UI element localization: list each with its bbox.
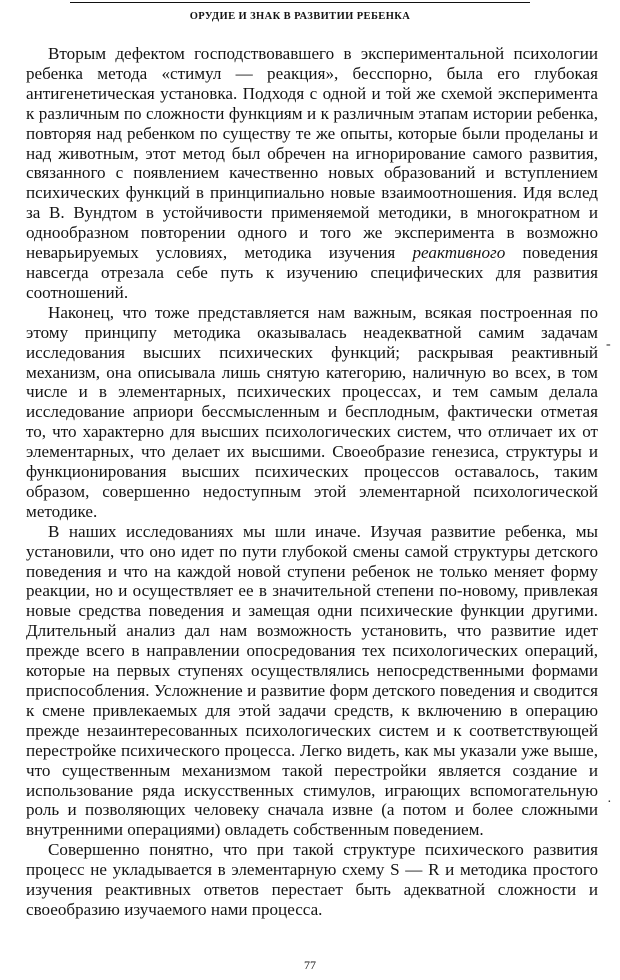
header-rule: [70, 2, 530, 3]
paragraph-1: [26, 44, 598, 303]
running-head: ОРУДИЕ И ЗНАК В РАЗВИТИИ РЕБЕНКА: [189, 11, 411, 22]
margin-mark: ·: [607, 795, 612, 810]
paragraph-1-text-start: Вторым дефектом господствовавшего в экспериментальной психологии ребенка метода «стимул — реакция», бесспорно, была его глубокая антигенетическая установка. Подходя с одной и той же схемой эксперимента к различным по сложности функциям и к различным этапам истории ребенка, повторяя над ребенком по существу те же опыты, которые были проделаны и над животным, этот метод был обречен на игнорирование самого развития, связанного с появлением качественно новых образований и вступлением психических функций в принципиально новые взаимоотношения. Идя вслед за В. Вундтом в устойчивости применяемой методики, в многократном и однообразном повторении одного и того же эксперимента в возможно неварьируемых условиях, методика изучения: [26, 44, 598, 263]
margin-mark: -: [606, 337, 611, 352]
paragraph-1-text-end: поведения навсегда отрезала себе путь к изучению специфических для развития соотношений.: [26, 243, 598, 302]
body-text: [26, 44, 598, 920]
paragraph-2: Наконец, что тоже представляется нам важным, всякая построенная по этому принципу методика оказывалась неадекватной самим задачам исследования высших психических функций; раскрывая реактивный механизм, она описывала лишь снятую категорию, наличную во всех, в том числе и в элементарных, психических процессах, и тем самым делала исследование априори бессмысленным и бесплодным, фактически отметая то, что характерно для высших психологических систем, что отличает их от элементарных, что делает их высшими. Своеобразие генезиса, структуры и функционирования высших психических процессов оставалось, таким образом, совершенно недоступным этой элементарной психологической методике.: [26, 302, 598, 521]
paragraph-3: В наших исследованиях мы шли иначе. Изучая развитие ребенка, мы установили, что оно идет по пути глубокой смены самой структуры детского поведения и что на каждой новой ступени ребенок не только меняет форму реакции, но и осуществляет ее в значительной степени по-новому, привлекая новые средства поведения и замещая одни психические функции другими. Длительный анализ дал нам возможность установить, что развитие идет прежде всего в направлении опосредования тех психологических операций, которые на первых ступенях осуществлялись непосредственными формами приспособления. Усложнение и развитие форм детского поведения и сводится к смене привлекаемых для этой задачи средств, к включению в операцию прежде незаинтересованных психологических систем и к соответствующей перестройке психического процесса. Легко видеть, как мы указали уже выше, что существенным механизмом такой перестройки является создание и использование ряда искусственных стимулов, играющих вспомогательную роль и позволяющих человеку сначала извне (а потом и более сложными внутренними операциями) овладеть собственным поведением.: [26, 521, 598, 840]
paragraph-4: Совершенно понятно, что при такой структуре психического развития процесс не укладывается в элементарную схему S — R и методика простого изучения реактивных ответов перестает быть адекватной сложности и своеобразию изучаемого нами процесса.: [26, 840, 598, 919]
page-number: 77: [304, 958, 316, 972]
emphasis-reactive: реактивного: [412, 243, 506, 263]
